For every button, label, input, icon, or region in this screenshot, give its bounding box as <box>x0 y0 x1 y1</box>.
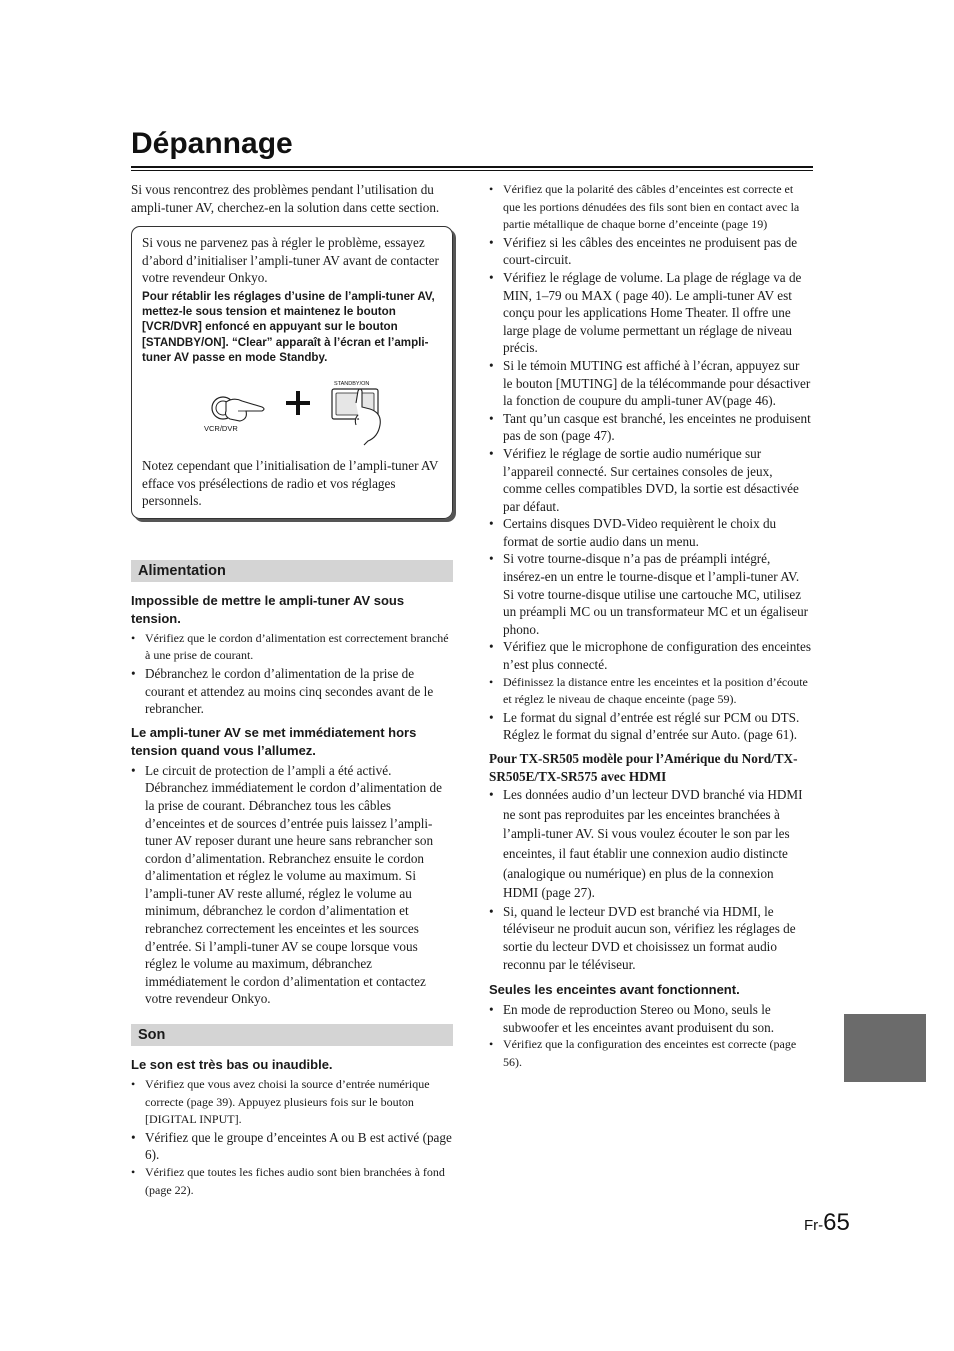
section-son: Son <box>131 1024 453 1046</box>
list-item: • Si, quand le lecteur DVD est branché via HDMI, le téléviseur ne produit aucun son, vérifiez les réglages de sortie du lecteur DVD et choisissez un format audio reconnu par le téléviseur. <box>489 903 811 973</box>
box-text-2: Notez cependant que l’initialisation de l’ampli-tuner AV efface vos présélections de radio et vos réglages personnels. <box>142 457 439 509</box>
list-item: • Vérifiez le réglage de sortie audio numérique sur l’appareil connecté. Sur certaines consoles de jeux, comme celles compatibles DVD, la sortie est désactivée par défaut. <box>489 445 811 515</box>
chapter-side-tab <box>844 1014 926 1082</box>
standby-label: STANDBY/ON <box>334 380 370 387</box>
list-item: • Débranchez le cordon d’alimentation de la prise de courant et attendez au moins cinq secondes avant de le rebrancher. <box>131 665 453 718</box>
list-item: • Vérifiez que la configuration des enceintes est correcte (page 56). <box>489 1036 811 1071</box>
son-question-1: Le son est très bas ou inaudible. <box>131 1057 333 1073</box>
list-item: • Vérifiez que la polarité des câbles d’enceintes est correcte et que les portions dénudées des fils sont bien en contact avec la partie métallique de chaque borne d’enceinte (page 19) <box>489 181 811 234</box>
list-item: • En mode de reproduction Stereo ou Mono, seuls le subwoofer et les enceintes avant produisent du son. <box>489 1001 811 1036</box>
reset-instructions-box <box>131 226 453 519</box>
front-speakers-list <box>489 1001 811 1071</box>
list-item: • Tant qu’un casque est branché, les enceintes ne produisent pas de son (page 47). <box>489 410 811 445</box>
list-item: • Vérifiez le réglage de volume. La plage de réglage va de MIN, 1–79 ou MAX ( page 40). Le ampli-tuner AV est conçu pour les applications Home Theater. Il offre une large plage de volume permettant un réglage de niveau précis. <box>489 269 811 357</box>
right-column <box>489 181 811 1072</box>
list-item: • Le format du signal d’entrée est réglé sur PCM ou DTS. Réglez le format du signal d’entrée sur Auto. (page 61). <box>489 709 811 744</box>
alimentation-question-1: Impossible de mettre le ampli-tuner AV sous tension. <box>131 592 405 626</box>
section-alimentation: Alimentation <box>131 560 453 582</box>
list-item: • Certains disques DVD-Video requièrent le choix du format de sortie audio dans un menu. <box>489 515 811 550</box>
list-item: • Vérifiez que toutes les fiches audio sont bien branchées à fond (page 22). <box>131 1164 453 1199</box>
list-item: • Vérifiez que vous avez choisi la source d’entrée numérique correcte (page 39). Appuyez plusieurs fois sur le bouton [DIGITAL INPUT]. <box>131 1076 453 1129</box>
vcr-dvr-button-icon <box>212 397 264 421</box>
page-number-prefix: Fr- <box>804 1217 824 1234</box>
intro-paragraph: Si vous rencontrez des problèmes pendant l’utilisation du ampli-tuner AV, cherchez-en la solution dans cette section. <box>131 182 440 215</box>
vcr-dvr-label: VCR/DVR <box>204 423 238 433</box>
left-column <box>131 181 453 1199</box>
alimentation-question-2: Le ampli-tuner AV se met immédiatement hors tension quand vous l’allumez. <box>131 724 417 758</box>
list-item: • Si votre tourne-disque n’a pas de préampli intégré, insérez-en un entre le tourne-disque et l’ampli-tuner AV. Si votre tourne-disque utilise une cartouche MC, utilisez un préampli MC ou un transformateur MC et un égaliseur phono. <box>489 550 811 638</box>
reset-illustration <box>142 375 442 449</box>
list-item: • Le circuit de protection de l’ampli a été activé. Débranchez immédiatement le cordon d’alimentation de la prise de courant. Débranchez tous les câbles d’enceintes et de sources d’entrée puis laissez l’ampli-tuner AV reposer durant une heure sans rebrancher son cordon d’alimentation. Rebranchez ensuite le cordon d’alimentation et réglez le volume au maximum. Si l’ampli-tuner AV reste allumé, réglez le volume au minimum, débranchez le cordon d’alimentation et rebranchez correctement les enceintes et les sources d’entrée. Si l’ampli-tuner AV se coupe lorsque vous réglez le volume au maximum, débranchez immédiatement le cordon d’alimentation et contactez votre revendeur Onkyo. <box>131 762 453 1008</box>
standby-button-icon <box>332 389 380 445</box>
box-reset-procedure: Pour rétablir les réglages d’usine de l’ampli-tuner AV, mettez-le sous tension et maintenez le bouton [VCR/DVR] enfoncé en appuyant sur le bouton [STANDBY/ON]. “Clear” apparaît à l’écran et l’ampli-tuner AV passe en mode Standby. <box>142 289 435 364</box>
alimentation-list-1 <box>131 630 453 718</box>
list-item: • Vérifiez si les câbles des enceintes ne produisent pas de court-circuit. <box>489 234 811 269</box>
page-number-value: 65 <box>823 1209 850 1236</box>
list-item: • Vérifiez que le cordon d’alimentation est correctement branché à une prise de courant. <box>131 630 453 665</box>
front-speakers-heading: Seules les enceintes avant fonctionnent. <box>489 982 740 998</box>
plus-icon <box>286 391 310 415</box>
hdmi-list <box>489 785 811 973</box>
hdmi-heading: Pour TX-SR505 modèle pour l’Amérique du Nord/TX-SR505E/TX-SR575 avec HDMI <box>489 751 798 784</box>
page-title: Dépannage <box>131 127 293 160</box>
list-item: • Vérifiez que le microphone de configuration des enceintes n’est plus connecté. <box>489 638 811 673</box>
reset-illustration-svg <box>142 375 442 449</box>
son-list-left <box>131 1076 453 1199</box>
list-item: • Les données audio d’un lecteur DVD branché via HDMI ne sont pas reproduites par les enceintes branchées à l’ampli-tuner AV. Si vous voulez écouter le son par les enceintes, il faut établir une connexion audio distincte (analogique ou numérique) en plus de la connexion HDMI (page 27). <box>489 785 811 903</box>
list-item: • Vérifiez que le groupe d’enceintes A ou B est activé (page 6). <box>131 1129 453 1164</box>
list-item: • Définissez la distance entre les enceintes et la position d’écoute et réglez le niveau de chaque enceinte (page 59). <box>489 674 811 709</box>
son-list-right <box>489 181 811 744</box>
box-text-1: Si vous ne parvenez pas à régler le problème, essayez d’abord d’initialiser l’ampli-tuner AV avant de contacter votre revendeur Onkyo. <box>142 235 439 286</box>
page-number <box>804 1209 850 1237</box>
title-rule <box>131 166 813 171</box>
alimentation-list-2 <box>131 762 453 1008</box>
list-item: • Si le témoin MUTING est affiché à l’écran, appuyez sur le bouton [MUTING] de la télécommande pour désactiver la fonction de coupure du ampli-tuner AV(page 46). <box>489 357 811 410</box>
